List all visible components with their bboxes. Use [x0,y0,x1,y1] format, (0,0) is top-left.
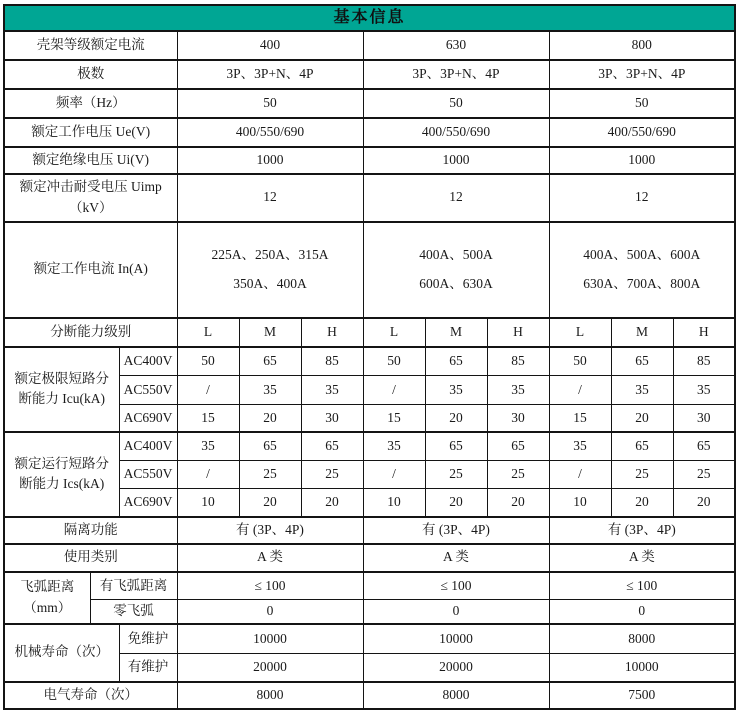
arc-zero-value-2: 0 [549,600,735,624]
ics-ac550v-3: / [363,461,425,489]
ics-ac550v-label: AC550V [119,461,177,489]
ics-ac690v-8: 20 [673,489,735,517]
icu-ac400v-5: 85 [487,347,549,376]
icu-ac400v-7: 65 [611,347,673,376]
ics-ac550v-8: 25 [673,461,735,489]
table-row [4,60,735,89]
icu-ac690v-4: 20 [425,405,487,432]
frame-current-value-1: 630 [363,31,549,60]
icu-ac690v-0: 15 [177,405,239,432]
usage-category-value-1: A 类 [363,544,549,572]
table-row [4,147,735,174]
basic-info-table [3,4,736,710]
electrical-life-value-1: 8000 [363,682,549,709]
icu-ac550v-1: 35 [239,376,301,405]
rated-voltage-value-2: 400/550/690 [549,118,735,147]
mechanical-life-label: 机械寿命（次） [4,624,119,682]
ics-ac400v-0: 35 [177,432,239,461]
table-row [4,600,735,624]
breaking-grade-label: 分断能力级别 [4,318,177,347]
icu-ac690v-2: 30 [301,405,363,432]
arc-distance-label-line2: （mm） [23,599,72,615]
icu-ac400v-label: AC400V [119,347,177,376]
icu-ac550v-0: / [177,376,239,405]
icu-label-line2: 断能力 Icu(kA) [18,391,106,407]
mech-maint-label: 有维护 [119,654,177,682]
ics-ac400v-5: 65 [487,432,549,461]
table-row [4,347,735,376]
ics-ac550v-5: 25 [487,461,549,489]
breaking-grade-3: L [363,318,425,347]
ics-ac550v-1: 25 [239,461,301,489]
ics-ac690v-4: 20 [425,489,487,517]
insulation-voltage-value-1: 1000 [363,147,549,174]
ics-ac690v-1: 20 [239,489,301,517]
ics-ac400v-6: 35 [549,432,611,461]
icu-ac400v-8: 85 [673,347,735,376]
impulse-voltage-value-2: 12 [549,174,735,222]
rated-current-value-1-line1: 400A、500A [419,247,493,263]
icu-ac690v-8: 30 [673,405,735,432]
ics-ac400v-1: 65 [239,432,301,461]
frame-current-label: 壳架等级额定电流 [4,31,177,60]
icu-label [4,347,119,432]
icu-ac690v-3: 15 [363,405,425,432]
ics-ac690v-0: 10 [177,489,239,517]
icu-ac400v-4: 65 [425,347,487,376]
isolation-label: 隔离功能 [4,517,177,544]
table-title: 基本信息 [4,5,735,31]
breaking-grade-7: M [611,318,673,347]
ics-label [4,432,119,517]
rated-voltage-label: 额定工作电压 Ue(V) [4,118,177,147]
rated-current-value-2 [549,222,735,318]
table-row [4,572,735,600]
ics-ac400v-3: 35 [363,432,425,461]
impulse-voltage-value-1: 12 [363,174,549,222]
electrical-life-value-2: 7500 [549,682,735,709]
arc-with-label: 有飞弧距离 [90,572,177,600]
frequency-value-2: 50 [549,89,735,118]
insulation-voltage-value-0: 1000 [177,147,363,174]
ics-ac400v-7: 65 [611,432,673,461]
icu-ac690v-6: 15 [549,405,611,432]
rated-current-value-0-line2: 350A、400A [233,275,307,291]
table-row [4,432,735,461]
breaking-grade-5: H [487,318,549,347]
icu-ac550v-2: 35 [301,376,363,405]
impulse-voltage-value-0: 12 [177,174,363,222]
impulse-voltage-label-line1: 额定冲击耐受电压 Uimp [19,179,162,195]
icu-ac400v-3: 50 [363,347,425,376]
table-row [4,31,735,60]
breaking-grade-6: L [549,318,611,347]
ics-ac690v-label: AC690V [119,489,177,517]
impulse-voltage-label [4,174,177,222]
ics-ac550v-0: / [177,461,239,489]
icu-ac690v-1: 20 [239,405,301,432]
table-row [4,517,735,544]
poles-value-1: 3P、3P+N、4P [363,60,549,89]
mech-maintfree-value-2: 8000 [549,624,735,654]
ics-label-line1: 额定运行短路分 [14,455,109,471]
electrical-life-label: 电气寿命（次） [4,682,177,709]
ics-label-line2: 断能力 Ics(kA) [19,476,105,492]
ics-ac690v-3: 10 [363,489,425,517]
icu-ac550v-4: 35 [425,376,487,405]
arc-distance-label [4,572,90,624]
table-row [4,222,735,318]
icu-ac400v-2: 85 [301,347,363,376]
poles-value-2: 3P、3P+N、4P [549,60,735,89]
ics-ac400v-2: 65 [301,432,363,461]
rated-current-value-0 [177,222,363,318]
icu-ac690v-7: 20 [611,405,673,432]
rated-current-label: 额定工作电流 In(A) [4,222,177,318]
table-row [4,682,735,709]
breaking-grade-8: H [673,318,735,347]
mech-maintfree-value-1: 10000 [363,624,549,654]
insulation-voltage-label: 额定绝缘电压 Ui(V) [4,147,177,174]
mech-maint-value-1: 20000 [363,654,549,682]
table-row [4,174,735,222]
impulse-voltage-label-line2: （kV） [69,199,113,215]
ics-ac400v-label: AC400V [119,432,177,461]
table-row [4,544,735,572]
icu-ac550v-8: 35 [673,376,735,405]
table-row [4,89,735,118]
ics-ac690v-2: 20 [301,489,363,517]
rated-voltage-value-1: 400/550/690 [363,118,549,147]
insulation-voltage-value-2: 1000 [549,147,735,174]
arc-with-value-1: ≤ 100 [363,572,549,600]
poles-label: 极数 [4,60,177,89]
isolation-value-0: 有 (3P、4P) [177,517,363,544]
ics-ac550v-7: 25 [611,461,673,489]
ics-ac690v-7: 20 [611,489,673,517]
isolation-value-1: 有 (3P、4P) [363,517,549,544]
arc-zero-label: 零飞弧 [90,600,177,624]
icu-label-line1: 额定极限短路分 [14,370,109,386]
breaking-grade-2: H [301,318,363,347]
ics-ac550v-2: 25 [301,461,363,489]
usage-category-label: 使用类别 [4,544,177,572]
poles-value-0: 3P、3P+N、4P [177,60,363,89]
ics-ac550v-4: 25 [425,461,487,489]
ics-ac400v-8: 65 [673,432,735,461]
rated-current-value-1 [363,222,549,318]
breaking-grade-0: L [177,318,239,347]
arc-zero-value-1: 0 [363,600,549,624]
table-row [4,118,735,147]
electrical-life-value-0: 8000 [177,682,363,709]
isolation-value-2: 有 (3P、4P) [549,517,735,544]
icu-ac550v-3: / [363,376,425,405]
rated-current-value-0-line1: 225A、250A、315A [211,247,329,263]
rated-current-value-2-line1: 400A、500A、600A [583,247,701,263]
mech-maintfree-value-0: 10000 [177,624,363,654]
frame-current-value-0: 400 [177,31,363,60]
frequency-value-1: 50 [363,89,549,118]
mech-maint-value-0: 20000 [177,654,363,682]
rated-current-value-2-line2: 630A、700A、800A [583,275,701,291]
usage-category-value-2: A 类 [549,544,735,572]
table-row [4,624,735,654]
icu-ac550v-label: AC550V [119,376,177,405]
arc-zero-value-0: 0 [177,600,363,624]
mech-maintfree-label: 免维护 [119,624,177,654]
frequency-value-0: 50 [177,89,363,118]
table-title-row [4,5,735,31]
ics-ac690v-5: 20 [487,489,549,517]
icu-ac690v-5: 30 [487,405,549,432]
usage-category-value-0: A 类 [177,544,363,572]
icu-ac690v-label: AC690V [119,405,177,432]
breaking-grade-1: M [239,318,301,347]
icu-ac550v-5: 35 [487,376,549,405]
icu-ac400v-0: 50 [177,347,239,376]
breaking-grade-4: M [425,318,487,347]
icu-ac400v-6: 50 [549,347,611,376]
ics-ac400v-4: 65 [425,432,487,461]
icu-ac550v-7: 35 [611,376,673,405]
table-row [4,318,735,347]
rated-voltage-value-0: 400/550/690 [177,118,363,147]
arc-with-value-0: ≤ 100 [177,572,363,600]
ics-ac690v-6: 10 [549,489,611,517]
frame-current-value-2: 800 [549,31,735,60]
arc-distance-label-line1: 飞弧距离 [20,579,75,595]
icu-ac550v-6: / [549,376,611,405]
icu-ac400v-1: 65 [239,347,301,376]
ics-ac550v-6: / [549,461,611,489]
mech-maint-value-2: 10000 [549,654,735,682]
arc-with-value-2: ≤ 100 [549,572,735,600]
frequency-label: 频率（Hz） [4,89,177,118]
rated-current-value-1-line2: 600A、630A [419,275,493,291]
